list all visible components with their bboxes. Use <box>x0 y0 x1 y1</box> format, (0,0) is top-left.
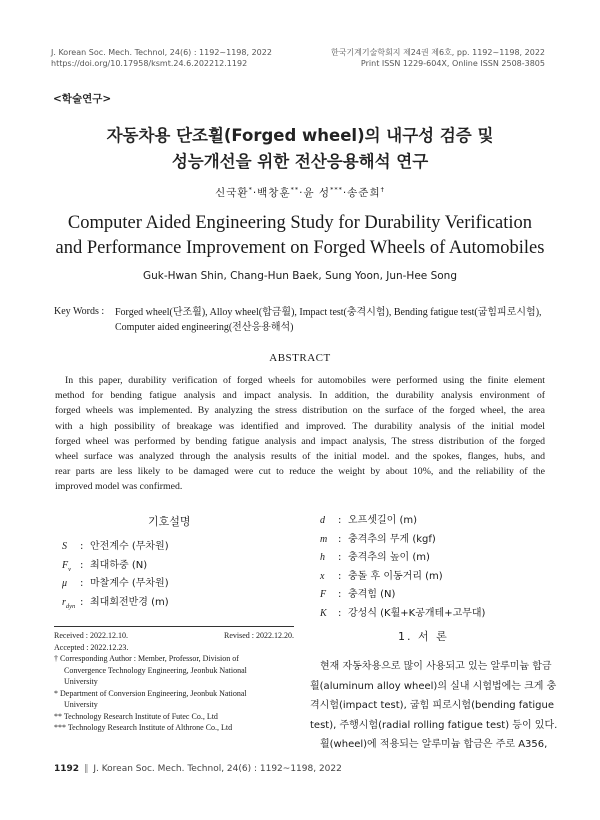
authors-english: Guk-Hwan Shin, Chang-Hun Baek, Sung Yoon, Jun-Hee Song <box>143 270 457 282</box>
nomenclature-title: 기호설명 <box>148 515 191 528</box>
keywords-line2: Computer aided engineering(전산응용해석) <box>115 322 294 333</box>
abstract-line: with a high possibility of breakage was identified and improved. The durability analysis of the initial model <box>55 420 545 432</box>
symbol: h <box>320 552 325 564</box>
title-english-line2: and Performance Improvement on Forged Wheels of Automobiles <box>55 238 545 258</box>
title-english-line1: Computer Aided Engineering Study for Durability Verification <box>67 213 533 233</box>
symbol: m <box>320 533 328 545</box>
author-2-mark: ** <box>290 185 300 194</box>
nomenclature-item <box>62 575 169 594</box>
doi-link[interactable]: https://doi.org/10.17958/ksmt.24.6.202212.1192 <box>51 59 248 68</box>
issn-info: Print ISSN 1229-604X, Online ISSN 2508-3805 <box>360 59 545 68</box>
affiliation-2: ** Technology Research Institute of Futec Co., Ltd <box>54 711 218 721</box>
section-heading-introduction: 1. 서 론 <box>398 630 449 643</box>
keywords-line1: Forged wheel(단조휠), Alloy wheel(합금휠), Impact test(충격시험), Bending fatigue test(굽힘피로시험), <box>115 307 542 318</box>
abstract-line: In this paper, durability verification of forged wheels for automobiles were performed using the finite element <box>65 375 545 386</box>
abstract-body <box>55 373 545 495</box>
page-footer <box>54 764 342 774</box>
journal-citation: J. Korean Soc. Mech. Technol, 24(6) : 1192~1198, 2022 <box>51 48 272 57</box>
description: 강성식 (K휠+K공개테+고무대) <box>348 607 486 619</box>
description: 오프셋길이 (m) <box>348 515 418 526</box>
symbol: F <box>320 589 327 601</box>
title-korean-line2: 성능개선을 위한 전산응용해석 연구 <box>171 152 429 171</box>
nomenclature-item <box>320 568 485 587</box>
nomenclature-item <box>62 594 169 613</box>
abstract-line: forged wheel was performed by bending fatigue analysis and impact analysis, The stress distribution of the forged <box>55 435 545 447</box>
corresponding-author: † Corresponding Author : Member, Professor, Division of <box>54 654 239 663</box>
colon: : <box>338 570 342 582</box>
abstract-line: rear parts are less likely to be damaged were cut to reduce the weight by about 10%, and the reliability of the <box>55 466 545 478</box>
journal-citation-ko: 한국기계기술학회지 제24권 제6호, pp. 1192~1198, 2022 <box>330 48 545 57</box>
corresponding-author-cont: University <box>64 677 98 686</box>
nomenclature-item <box>320 605 485 624</box>
colon: : <box>80 559 84 571</box>
nomenclature-item <box>320 586 485 605</box>
intro-line: 현재 자동차용으로 많이 사용되고 있는 알루미늄 합금 <box>320 661 552 672</box>
colon: : <box>338 533 342 545</box>
author-4: ·송준희 <box>342 187 381 199</box>
section-tag: <학술연구> <box>53 93 112 105</box>
colon: : <box>338 607 342 619</box>
symbol: x <box>320 570 325 582</box>
description: 안전계수 (무차원) <box>90 541 169 552</box>
footer-separator: ‖ <box>83 764 89 774</box>
colon: : <box>338 552 342 564</box>
abstract-line: wheel surface was analyzed through the analysis results of the initial model. and the spokes, flanges, hubs, and <box>55 450 545 462</box>
author-1-mark: * <box>248 185 253 194</box>
symbol: μ <box>62 578 68 590</box>
affiliation-1-cont: University <box>64 700 98 709</box>
description: 최대하중 (N) <box>90 559 148 571</box>
symbol: $r_{dyn}$ <box>62 596 76 610</box>
authors-korean <box>0 185 600 200</box>
corresponding-author-cont: Convergence Technology Engineering, Jeonbuk National <box>64 665 247 675</box>
description: 충돌 후 이동거리 (m) <box>348 570 443 582</box>
intro-line: 격시험(impact test), 굽힘 피로시험(bending fatigue <box>310 700 554 711</box>
intro-line: test), 주행시험(radial rolling fatigue test) 등이 있다. <box>310 719 558 731</box>
accepted-date: Accepted : 2022.12.23. <box>54 642 129 652</box>
author-3-mark: *** <box>330 185 343 194</box>
description: 충격추의 무게 (kgf) <box>348 533 436 545</box>
description: 최대회전반경 (m) <box>90 596 169 608</box>
symbol: $F_v$ <box>62 559 71 573</box>
colon: : <box>80 578 84 590</box>
affiliation-3: *** Technology Research Institute of Althrone Co., Ltd <box>54 723 233 732</box>
introduction-body <box>310 657 558 755</box>
nomenclature-item <box>62 538 169 557</box>
abstract-line: method for bending fatigue analysis and impact analysis. In addition, the durability analysis environment of <box>55 390 545 402</box>
keywords-label: Key Words : <box>54 306 105 317</box>
intro-line: 휠(aluminum alloy wheel)의 실내 시험법에는 크게 충 <box>310 680 557 692</box>
footnote-divider <box>54 626 294 627</box>
nomenclature-item <box>320 531 485 550</box>
abstract-title: ABSTRACT <box>269 352 331 364</box>
nomenclature-item <box>62 557 169 576</box>
symbol: d <box>320 515 325 526</box>
author-1: 신국환 <box>215 187 249 199</box>
received-date: Received : 2022.12.10. <box>54 631 128 640</box>
revised-date: Revised : 2022.12.20. <box>224 631 294 640</box>
title-korean-line1: 자동차용 단조휠(Forged wheel)의 내구성 검증 및 <box>106 126 494 145</box>
author-2: ·백창훈 <box>252 187 291 199</box>
description: 충격힘 (N) <box>348 589 396 601</box>
description: 충격추의 높이 (m) <box>348 552 430 564</box>
description: 마찰계수 (무차원) <box>90 578 169 590</box>
affiliation-1: * Department of Conversion Engineering, Jeonbuk National <box>54 688 247 698</box>
footnotes <box>54 630 294 734</box>
colon: : <box>80 541 84 552</box>
colon: : <box>338 515 342 526</box>
intro-line: 휠(wheel)에 적용되는 알루미늄 합금은 주로 A356, <box>320 739 548 750</box>
dates-row <box>54 630 294 642</box>
nomenclature-item <box>320 512 485 531</box>
abstract-line: improved model was confirmed. <box>55 481 183 493</box>
nomenclature-item <box>320 549 485 568</box>
symbol: K <box>320 607 327 619</box>
nomenclature-left <box>62 538 169 612</box>
colon: : <box>80 596 84 608</box>
colon: : <box>338 589 342 601</box>
author-3: ·윤 성 <box>299 187 331 199</box>
author-4-mark: † <box>380 185 385 194</box>
page-number: 1192 <box>54 764 80 774</box>
symbol: S <box>62 541 67 552</box>
nomenclature-right <box>320 512 485 624</box>
footer-journal: J. Korean Soc. Mech. Technol, 24(6) : 1192~1198, 2022 <box>93 764 342 774</box>
abstract-line: forged wheels was implemented. By analyzing the stress distribution on the surface of the forged wheel, the area <box>55 405 545 417</box>
